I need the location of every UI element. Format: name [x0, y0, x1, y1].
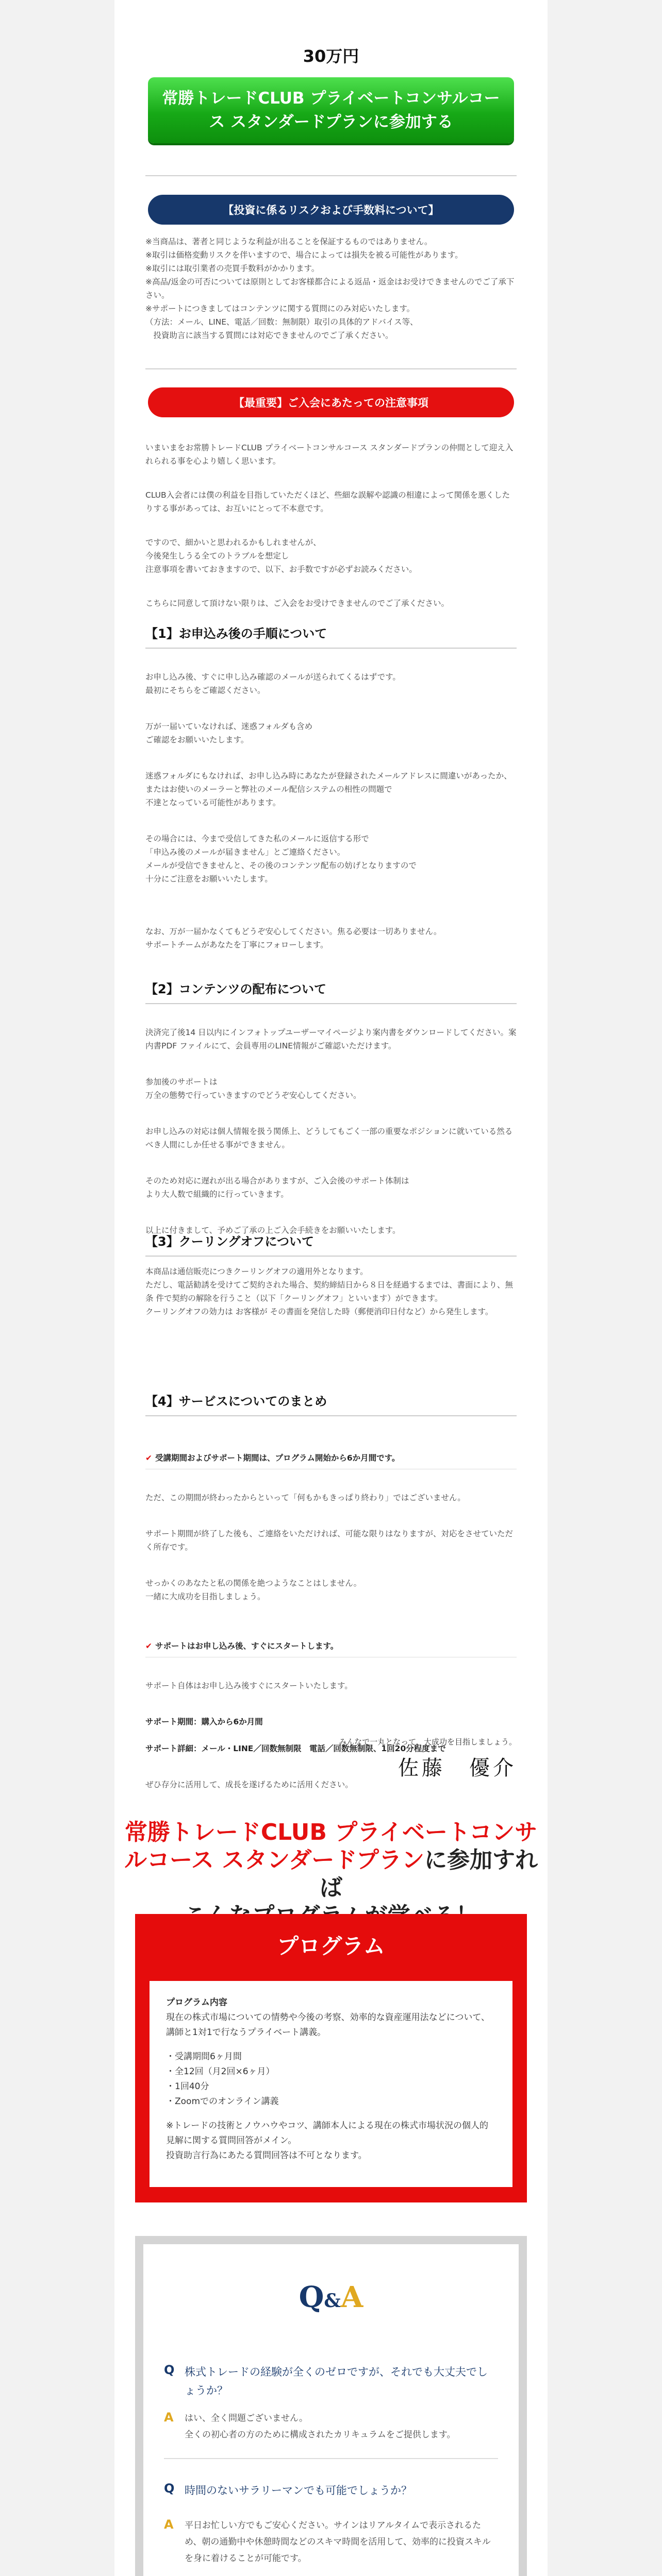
- risk-line: （方法：メール、LINE、電話／回数：無制限）取引の具体的アドバイス等、: [145, 317, 418, 327]
- headline-red: 常勝トレードCLUB プライベートコンサルコース スタンダードプラン: [124, 1819, 538, 1873]
- program-item: ・全12回（月2回×6ヶ月）: [166, 2066, 275, 2077]
- summary-para: ただ、この期間が終わったからといって「何もかもきっぱり終わり」ではございません。: [145, 1493, 466, 1502]
- join-button[interactable]: 常勝トレードCLUB プライベートコンサルコース スタンダードプランに参加する: [148, 77, 514, 143]
- qa-answer: [164, 2410, 498, 2443]
- summary-para: サポート期間が終了した後も、ご連絡をいただければ、可能な限りはなりますが、対応をさせていただく所存です。: [145, 1529, 514, 1552]
- risk-line: ※取引には取引業者の売買手数料がかかります。: [145, 264, 320, 273]
- risk-line: ※サポートにつきましてはコンテンツに関する質問にのみ対応いたします。: [145, 304, 415, 313]
- summary-check-2: [145, 1626, 517, 1657]
- program-item: ・1回40分: [166, 2081, 209, 2092]
- program-note: ※トレードの技術とノウハウやコツ、講師本人による現在の株式市場状況の個人的見解に関する質問回答がメイン。 投資助言行為にあたる質問回答は不可となります。: [166, 2121, 489, 2161]
- content-para: 以上に付きまして、予めご了承の上ご入会手続きをお願いいたします。: [145, 1226, 401, 1235]
- section-title-procedure: 【1】お申込み後の手順について: [145, 623, 517, 649]
- check-icon: ✔: [145, 1641, 152, 1651]
- a-icon: A: [164, 2410, 174, 2425]
- risk-line: ※当商品は、著者と同じような利益が出ることを保証するものではありません。: [145, 237, 433, 246]
- answer-text: 平日お忙しい方でもご安心ください。サインはリアルタイムで表示されるため、朝の通勤中や休憩時間などのスキマ時間を活用して、効率的に投資スキルを身に着けることが可能です。: [185, 2520, 491, 2564]
- summary-para: サポート自体はお申し込み後すぐにスタートいたします。: [145, 1681, 353, 1690]
- qa-title-a: A: [340, 2280, 363, 2314]
- q-icon: Q: [164, 2363, 175, 2377]
- qa-title-amp: &: [324, 2290, 341, 2312]
- q-icon: Q: [164, 2481, 175, 2496]
- answer-text: はい、全く問題ございません。 全くの初心者の方のために構成されたカリキュラムをご提供します。: [185, 2413, 456, 2440]
- summary-text: [145, 1425, 517, 1805]
- content-para: 決済完了後14 日以内にインフォトップユーザーマイページより案内書をダウンロードしてください。案内書PDF ファイルにて、会員専用のLINE情報がご確認いただけます。: [145, 1028, 517, 1050]
- page: [114, 0, 548, 2576]
- notice-para: CLUB入会者には僕の利益を目指していただくほど、些細な誤解や認識の相違によって関係を悪くしたりする事があっては、お互いにとって不本意です。: [145, 490, 510, 513]
- program-content: [150, 1981, 512, 2187]
- notice-para: こちらに同意して頂けない限りは、ご入会をお受けできませんのでご了承ください。: [145, 599, 450, 608]
- content-text: [145, 1012, 517, 1250]
- content-para: 参加後のサポートは 万全の態勢で行っていきますのでどうぞ安心してください。: [145, 1077, 361, 1100]
- risk-heading: 【投資に係るリスクおよび手数料について】: [148, 195, 514, 225]
- check-text: 受講期間およびサポート期間は、プログラム開始から6か月間です。: [155, 1453, 400, 1463]
- question-text: 株式トレードの経験が全くのゼロですが、それでも大丈夫でしょうか？: [185, 2366, 488, 2397]
- program-headline: [114, 1819, 548, 1930]
- section-title-cooling-off: 【3】クーリングオフについて: [145, 1231, 517, 1257]
- price: 30万円: [303, 46, 359, 66]
- procedure-para: なお、万が一届かなくてもどうぞ安心してください。焦る必要は一切ありません。 サポートチームがあなたを丁寧にフォローします。: [145, 927, 442, 950]
- check-icon: ✔: [145, 1453, 152, 1463]
- qa-question: [164, 2481, 498, 2500]
- procedure-para: その場合には、今まで受信してきた私のメールに返信する形で 「申込み後のメールが届きません」とご連絡ください。 メールが受信できませんと、その後のコンテンツ配布の妨げとなりますので 十分にご注意をお願いいたします。: [145, 834, 417, 884]
- program-box: [135, 1914, 527, 2202]
- notice-para: いまいまをお常勝トレードCLUB プライベートコンサルコース スタンダードプランの仲間として迎え入れられる事を心より嬉しく思います。: [145, 443, 514, 466]
- risk-text: [145, 235, 517, 342]
- signature-tagline: みんなで一丸となって、大成功を目指しましょう。: [339, 1737, 517, 1747]
- notice-para: ですので、細かいと思われるかもしれませんが、 今後発生しうる全てのトラブルを想定し 注意事項を書いておきますので、以下、お手数ですが必ずお読みください。: [145, 538, 417, 574]
- section-title-summary: 【4】サービスについてのまとめ: [145, 1391, 517, 1416]
- qa-answer: [164, 2517, 498, 2576]
- summary-closing: ぜひ存分に活用して、成長を遂げるために活用ください。: [145, 1780, 353, 1789]
- support-detail: サポート詳細：メール・LINE／回数無制限 電話／回数無制限、1回20分程度まで: [145, 1744, 446, 1753]
- content-para: お申し込みの対応は個人情報を扱う関係上、どうしてもごく一部の重要なポジションに就いている然るべき人間にしか任せる事ができません。: [145, 1127, 513, 1149]
- question-text: 時間のないサラリーマンでも可能でしょうか？: [185, 2484, 412, 2497]
- program-desc: 現在の株式市場についての情勢や今後の考察、効率的な資産運用法などについて、講師と1対1で行なうプライベート講義。: [166, 2012, 490, 2038]
- risk-line: 投資助言に該当する質問には対応できませんのでご了承ください。: [145, 331, 393, 340]
- divider: [145, 368, 517, 369]
- program-item: ・受講期間6ヶ月間: [166, 2052, 242, 2062]
- qa-title: [143, 2280, 519, 2314]
- qa-question: [164, 2363, 498, 2400]
- section-title-content: 【2】コンテンツの配布について: [145, 979, 517, 1004]
- procedure-para: お申し込み後、すぐに申し込み確認のメールが送られてくるはずです。 最初にそちらをご確認ください。: [145, 672, 401, 695]
- procedure-text: [145, 657, 517, 965]
- notice-heading: 【最重要】ご入会にあたっての注意事項: [148, 387, 514, 417]
- risk-line: ※高品/返金の可否については原則としてお客様都合による返品・返金はお受けできませんのでご了承下さい。: [145, 277, 515, 300]
- program-item: ・Zoomでのオンライン講義: [166, 2096, 279, 2107]
- support-period: サポート期間：購入から6か月間: [145, 1717, 263, 1726]
- procedure-para: 万が一届いていなければ、迷惑フォルダも含め ご確認をお願いいたします。: [145, 722, 313, 744]
- notice-text: [145, 428, 517, 623]
- qa-section: [135, 2236, 527, 2576]
- qa-divider: [164, 2458, 498, 2459]
- headline-black: に参加すれば: [320, 1847, 538, 1901]
- risk-line: ※取引は価格変動リスクを伴いますので、場合によっては損失を被る可能性があります。: [145, 250, 463, 260]
- check-text: サポートはお申し込み後、すぐにスタートします。: [155, 1641, 339, 1651]
- cooling-off-text: 本商品は通信販売につきクーリングオフの適用外となります。 ただし、電話勧誘を受けてご契約された場合、契約締結日から８日を経過するまでは、書面により、無条 件で契約の解除を行うこと（以下「クーリングオフ」といいます）ができます。 クーリングオフの効力は お客様が その書面を発信した時（郵便消印日付など）から発生します。: [145, 1267, 514, 1316]
- program-title: プログラム: [277, 1934, 385, 1959]
- content-para: そのため対応に遅れが出る場合がありますが、ご入会後のサポート体制は より大人数で組織的に行っていきます。: [145, 1176, 409, 1199]
- procedure-para: 迷惑フォルダにもなければ、お申し込み時にあなたが登録されたメールアドレスに間違いがあったか、 またはお使いのメーラーと弊社のメール配信システムの相性の問題で 不達となっている可能性があります。: [145, 771, 512, 807]
- a-icon: A: [164, 2517, 174, 2532]
- summary-check-1: [145, 1438, 517, 1469]
- divider: [145, 175, 517, 176]
- summary-para: せっかくのあなたと私の関係を絶つようなことはしません。 一緒に大成功を目指しましょう。: [145, 1579, 362, 1601]
- program-content-label: プログラム内容: [166, 1997, 227, 2008]
- signature-name: 佐藤 優介: [398, 1756, 517, 1780]
- qa-title-q: Q: [299, 2280, 324, 2314]
